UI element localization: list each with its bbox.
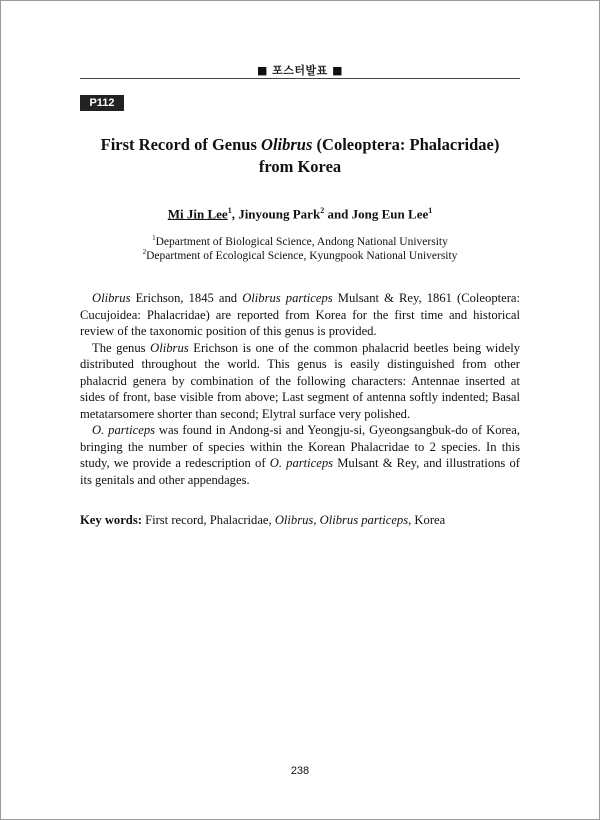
author-3-sup: 1 bbox=[428, 206, 433, 215]
author-sep-1: , bbox=[231, 206, 239, 222]
abstract bbox=[80, 290, 520, 488]
author-1-sup: 1 bbox=[227, 206, 232, 215]
header-rule bbox=[80, 78, 520, 79]
keywords-label: Key words: bbox=[80, 513, 142, 527]
text-run: O. particeps bbox=[269, 456, 334, 470]
abstract-paragraph bbox=[80, 422, 520, 488]
author-3-name: Jong Eun Lee bbox=[351, 206, 429, 222]
text-run: Olibrus particeps bbox=[242, 291, 333, 305]
paper-title bbox=[80, 134, 520, 178]
page-number: 238 bbox=[290, 765, 310, 777]
text-run: Erichson is one of the common phalacrid beetles being widely distributed throughout the world. This genus is easily distinguished from other phalacrid genera by combination of the following characters: Antennae inserted at sides of front, base visible from above; Last segment of antenna softly indented; Basal metatarsomere shorter than second; Elytral surface very polished. bbox=[80, 340, 520, 421]
text-run: was found in Andong-si and Yeongju-si, Gyeongsangbuk-do of Korea, bringing the number of species within the Korean Phalacridae to 2 species. In this study, we provide a redescription of bbox=[80, 423, 521, 470]
affiliation-2-text: Department of Ecological Science, Kyungpook National University bbox=[146, 249, 458, 262]
text-run: , bbox=[313, 513, 320, 527]
title-part2: (Coleoptera: Phalacridae) bbox=[312, 135, 500, 154]
title-part1: First Record of Genus bbox=[100, 135, 262, 154]
abstract-paragraph bbox=[80, 290, 520, 340]
poster-id-badge: P112 bbox=[80, 95, 124, 111]
keywords bbox=[80, 512, 520, 529]
text-run: Olibrus bbox=[150, 340, 189, 355]
text-run: Erichson, 1845 and bbox=[130, 291, 243, 305]
authors bbox=[80, 206, 520, 222]
text-run: The genus bbox=[92, 340, 151, 355]
text-run: Mulsant & Rey, 1861 (Coleoptera: Cucujoidea: Phalacridae) are reported from Korea for the first time and historical review of the taxonomic position of this genus is provided. bbox=[80, 291, 520, 338]
text-run: First record, Phalacridae, bbox=[141, 513, 275, 527]
title-genus: Olibrus bbox=[261, 135, 313, 154]
affiliation-2 bbox=[80, 245, 520, 263]
author-2-name: Jinyoung Park bbox=[238, 206, 321, 222]
title-line2: from Korea bbox=[258, 157, 342, 176]
section-header: ■ 포스터발표 ■ bbox=[256, 64, 344, 77]
text-run: Olibrus particeps bbox=[319, 513, 409, 527]
text-run: Mulsant & Rey, and illustrations of its genitals and other appendages. bbox=[80, 456, 521, 487]
text-run: , Korea bbox=[408, 513, 446, 527]
author-2-sup: 2 bbox=[320, 206, 325, 215]
text-run: O. particeps bbox=[92, 423, 156, 437]
author-sep-2: and bbox=[324, 206, 352, 222]
affiliation-1-sup: 1 bbox=[152, 234, 156, 242]
affiliation-1-text: Department of Biological Science, Andong National University bbox=[155, 235, 448, 248]
author-1-name: Mi Jin Lee bbox=[167, 206, 228, 222]
text-run: Olibrus bbox=[92, 291, 131, 305]
abstract-paragraph bbox=[80, 340, 520, 423]
text-run: Olibrus bbox=[274, 513, 314, 527]
affiliation-2-sup: 2 bbox=[142, 248, 147, 256]
